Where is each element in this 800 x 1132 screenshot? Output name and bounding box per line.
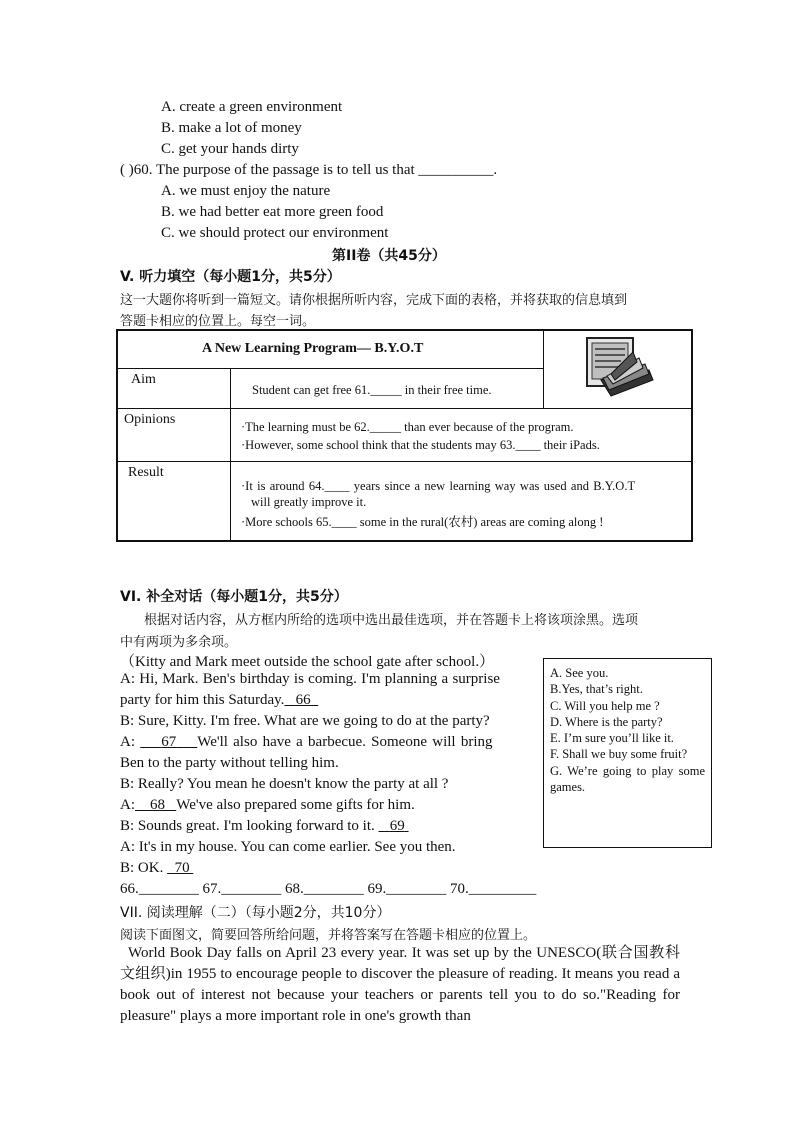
result-line-2: will greatly improve it. <box>251 495 367 509</box>
listening-table <box>116 329 692 542</box>
table-title: A New Learning Program— B.Y.O.T <box>202 341 424 356</box>
section5-instruction-1: 这一大题你将听到一篇短文。请你根据所听内容，完成下面的表格，并将获取的信息填到 <box>120 293 628 308</box>
q60-option-c: C. we should protect our environment <box>161 225 389 241</box>
dialogue-line: party for him this Saturday. 66 <box>120 692 318 709</box>
opinions-line-1: ·The learning must be 62._____ than ever because of the program. <box>241 420 574 434</box>
dialogue-line: B: Really? You mean he doesn't know the party at all ? <box>120 776 449 792</box>
section6-title: VI. 补全对话（每小题1分，共5分） <box>120 589 348 605</box>
blank-70: 70 <box>174 860 190 876</box>
blank-68: 68 <box>150 797 165 813</box>
q59-option-c: C. get your hands dirty <box>161 141 299 157</box>
books-computer-icon <box>581 334 656 404</box>
option-c: C. Will you help me ? <box>550 698 660 713</box>
section7-instruction: 阅读下面图文，简要回答所给问题，并将答案写在答题卡相应的位置上。 <box>120 928 537 943</box>
dialogue-scene: （Kitty and Mark meet outside the school gate after school.） <box>120 654 495 670</box>
blank-69: 69 <box>389 818 405 834</box>
row-label-result: Result <box>128 465 164 480</box>
section6-instruction-2: 中有两项为多余项。 <box>120 635 238 650</box>
option-box <box>543 658 712 848</box>
opinions-line-2: ·However, some school think that the students may 63.____ their iPads. <box>241 438 600 452</box>
section5-title: V. 听力填空（每小题1分，共5分） <box>120 269 341 285</box>
option-a: A. See you. <box>550 666 609 680</box>
blank-67: 67 <box>161 734 177 750</box>
dialogue-line: A: Hi, Mark. Ben's birthday is coming. I'm planning a surprise <box>120 671 500 687</box>
result-line-3: ·More schools 65.____ some in the rural(农村) areas are coming along ! <box>241 515 604 529</box>
dialogue-line: B: Sounds great. I'm looking forward to it. 69 <box>120 818 409 835</box>
option-e: E. I’m sure you’ll like it. <box>550 731 674 746</box>
answer-line: 66.________ 67.________ 68.________ 69.________ 70._________ <box>120 881 537 897</box>
dialogue-line: B: OK. 70 <box>120 860 193 877</box>
section6-instruction-1: 根据对话内容，从方框内所给的选项中选出最佳选项，并在答题卡上将该项涂黑。选项 <box>144 613 639 628</box>
dialogue-line: Ben to the party without telling him. <box>120 755 339 771</box>
dialogue-line: B: Sure, Kitty. I'm free. What are we going to do at the party? <box>120 713 490 729</box>
option-g: G. We’re going to play some games. <box>550 763 705 795</box>
reading-passage: World Book Day falls on April 23 every year. It was set up by the UNESCO(联合国教科文组织)in 1955 to encourage people to discover the pleasure of reading. It means you read a book out of interest not because your teachers or parents tell you to do so."Reading for pleasure" plays a more important role in one's growth than <box>120 945 680 1024</box>
q60-option-b: B. we had better eat more green food <box>161 204 384 220</box>
part2-title: 第II卷（共45分） <box>332 248 446 264</box>
option-f: F. Shall we buy some fruit? <box>550 747 688 762</box>
option-d: D. Where is the party? <box>550 714 663 729</box>
aim-text: Student can get free 61._____ in their free time. <box>252 383 492 397</box>
option-b: B.Yes, that’s right. <box>550 682 643 697</box>
section7-title: VII. 阅读理解（二）（每小题2分，共10分） <box>120 905 391 921</box>
result-line-1: ·It is around 64.____ years since a new learning way was used and B.Y.O.T <box>241 479 636 493</box>
row-label-aim: Aim <box>131 372 156 387</box>
dialogue-line: A: It's in my house. You can come earlier. See you then. <box>120 839 456 855</box>
q59-option-a: A. create a green environment <box>161 99 343 115</box>
blank-66: 66 <box>295 692 311 708</box>
q60-option-a: A. we must enjoy the nature <box>161 183 331 199</box>
dialogue-line: A: 67 We'll also have a barbecue. Someone will bring <box>120 734 493 750</box>
row-label-opinions: Opinions <box>124 412 176 427</box>
dialogue-line: A: 68 We've also prepared some gifts for him. <box>120 797 415 813</box>
section5-instruction-2: 答题卡相应的位置上。每空一词。 <box>120 314 316 329</box>
q59-option-b: B. make a lot of money <box>161 120 302 136</box>
q60-stem: ( )60. The purpose of the passage is to tell us that __________. <box>120 162 498 178</box>
